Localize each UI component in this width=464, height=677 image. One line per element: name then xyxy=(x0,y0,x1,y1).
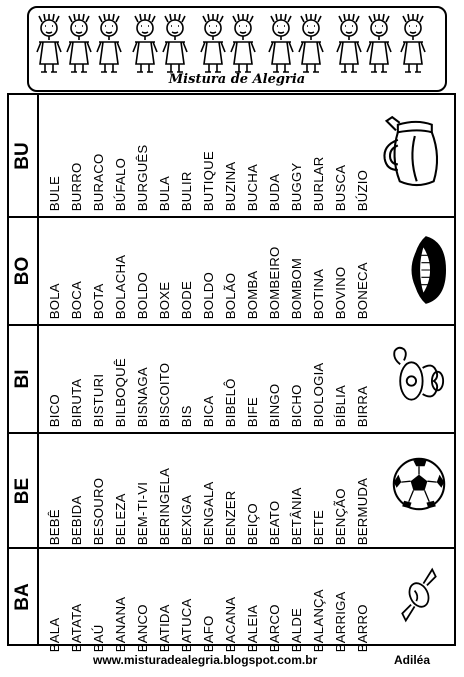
jug-icon xyxy=(379,113,445,193)
word: BEBIDA xyxy=(68,495,84,546)
word: BENGALA xyxy=(200,481,216,546)
word: BOMBEIRO xyxy=(266,246,282,320)
word: BILBOQUÊ xyxy=(112,358,128,428)
word: BAFO xyxy=(200,615,216,653)
word: BONECA xyxy=(354,262,370,320)
word: BOMBOM xyxy=(288,257,304,320)
word: BAÚ xyxy=(90,624,106,653)
word: BODE xyxy=(178,281,194,320)
pacifier-icon xyxy=(389,342,445,420)
lips-icon xyxy=(403,230,449,310)
syllable-cell xyxy=(9,434,39,547)
word: BUTIQUE xyxy=(200,151,216,212)
children-border-illustration xyxy=(35,12,439,76)
word: BIBELÔ xyxy=(222,378,238,428)
word: BEBÊ xyxy=(46,509,62,546)
word: BALEIA xyxy=(244,604,260,653)
word: BISCOITO xyxy=(156,362,172,428)
word: BANCO xyxy=(134,604,150,653)
syllable-cell xyxy=(9,95,39,216)
word: BOLDO xyxy=(200,272,216,320)
syllable-cell xyxy=(9,549,39,644)
footer-url: www.misturadealegria.blogspot.com.br xyxy=(93,653,318,667)
word: BALDE xyxy=(288,607,304,653)
word: BOTINA xyxy=(310,268,326,320)
syllable-row-bu xyxy=(9,95,454,218)
word: BOTA xyxy=(90,283,106,320)
candy-icon xyxy=(397,563,441,627)
word: BICA xyxy=(200,395,216,428)
word: BURRO xyxy=(68,162,84,212)
word: BOVINO xyxy=(332,266,348,320)
word: BARRO xyxy=(354,604,370,653)
syllable-cell xyxy=(9,326,39,432)
word: BEM-TI-VI xyxy=(134,481,150,546)
word: BENZER xyxy=(222,490,238,546)
header-banner xyxy=(27,6,447,92)
word: BOCA xyxy=(68,281,84,320)
word: BERINGELA xyxy=(156,467,172,546)
word: BURLAR xyxy=(310,156,326,212)
word: BATIDA xyxy=(156,604,172,653)
word: BULIR xyxy=(178,171,194,212)
syllable-label: BI xyxy=(12,369,33,389)
word: BOLDO xyxy=(134,272,150,320)
word: BIRRA xyxy=(354,385,370,428)
word: BURACO xyxy=(90,153,106,212)
word: BARRIGA xyxy=(332,591,348,653)
word: BEIÇO xyxy=(244,503,260,546)
syllable-label: BA xyxy=(12,582,33,611)
word: BOLA xyxy=(46,283,62,320)
word: BUCHA xyxy=(244,164,260,212)
word: BÍBLIA xyxy=(332,384,348,428)
syllable-label: BO xyxy=(12,256,33,286)
word: BISTURI xyxy=(90,373,106,428)
word: BICO xyxy=(46,394,62,428)
syllable-cell xyxy=(9,218,39,324)
word: BOXE xyxy=(156,281,172,320)
word: BERMUDA xyxy=(354,477,370,546)
word: BÚZIO xyxy=(354,169,370,212)
word: BIRUTA xyxy=(68,378,84,428)
word: BETE xyxy=(310,509,326,546)
word: BULE xyxy=(46,175,62,212)
syllable-label: BE xyxy=(12,477,33,504)
syllable-word-chart xyxy=(7,93,456,653)
word: BELEZA xyxy=(112,493,128,546)
word: BATUCA xyxy=(178,598,194,653)
syllable-row-bi xyxy=(9,326,454,434)
word: BURGUÊS xyxy=(134,144,150,212)
word: BOMBA xyxy=(244,270,260,320)
word: BIFE xyxy=(244,397,260,428)
word: BISNAGA xyxy=(134,367,150,428)
word: BOLÃO xyxy=(222,272,238,320)
word: BOLACHA xyxy=(112,254,128,320)
word: BICHO xyxy=(288,384,304,428)
word: BUZINA xyxy=(222,161,238,212)
word: BANANA xyxy=(112,596,128,653)
syllable-label: BU xyxy=(12,141,33,170)
word: BIOLOGIA xyxy=(310,362,326,428)
word: BUSCA xyxy=(332,164,348,212)
word: BESOURO xyxy=(90,477,106,546)
word: BEXIGA xyxy=(178,494,194,546)
word: BETÂNIA xyxy=(288,487,304,546)
brand-title: Mistura de Alegria xyxy=(168,72,306,87)
word: BIS xyxy=(178,405,194,428)
word: BACANA xyxy=(222,596,238,653)
soccer-ball-icon xyxy=(391,456,447,512)
word: BINGO xyxy=(266,383,282,428)
word: BÚFALO xyxy=(112,157,128,212)
word: BUDA xyxy=(266,173,282,212)
word: BARCO xyxy=(266,604,282,653)
footer-author: Adiléa xyxy=(394,653,431,667)
word: BALA xyxy=(46,617,62,653)
word: BATATA xyxy=(68,603,84,653)
word: BEATO xyxy=(266,500,282,546)
syllable-row-bo xyxy=(9,218,454,326)
word: BULA xyxy=(156,175,172,212)
word: BALANÇA xyxy=(310,589,326,653)
syllable-row-ba xyxy=(9,549,454,653)
word: BENÇÃO xyxy=(332,488,348,546)
word: BUGGY xyxy=(288,162,304,212)
syllable-row-be xyxy=(9,434,454,549)
